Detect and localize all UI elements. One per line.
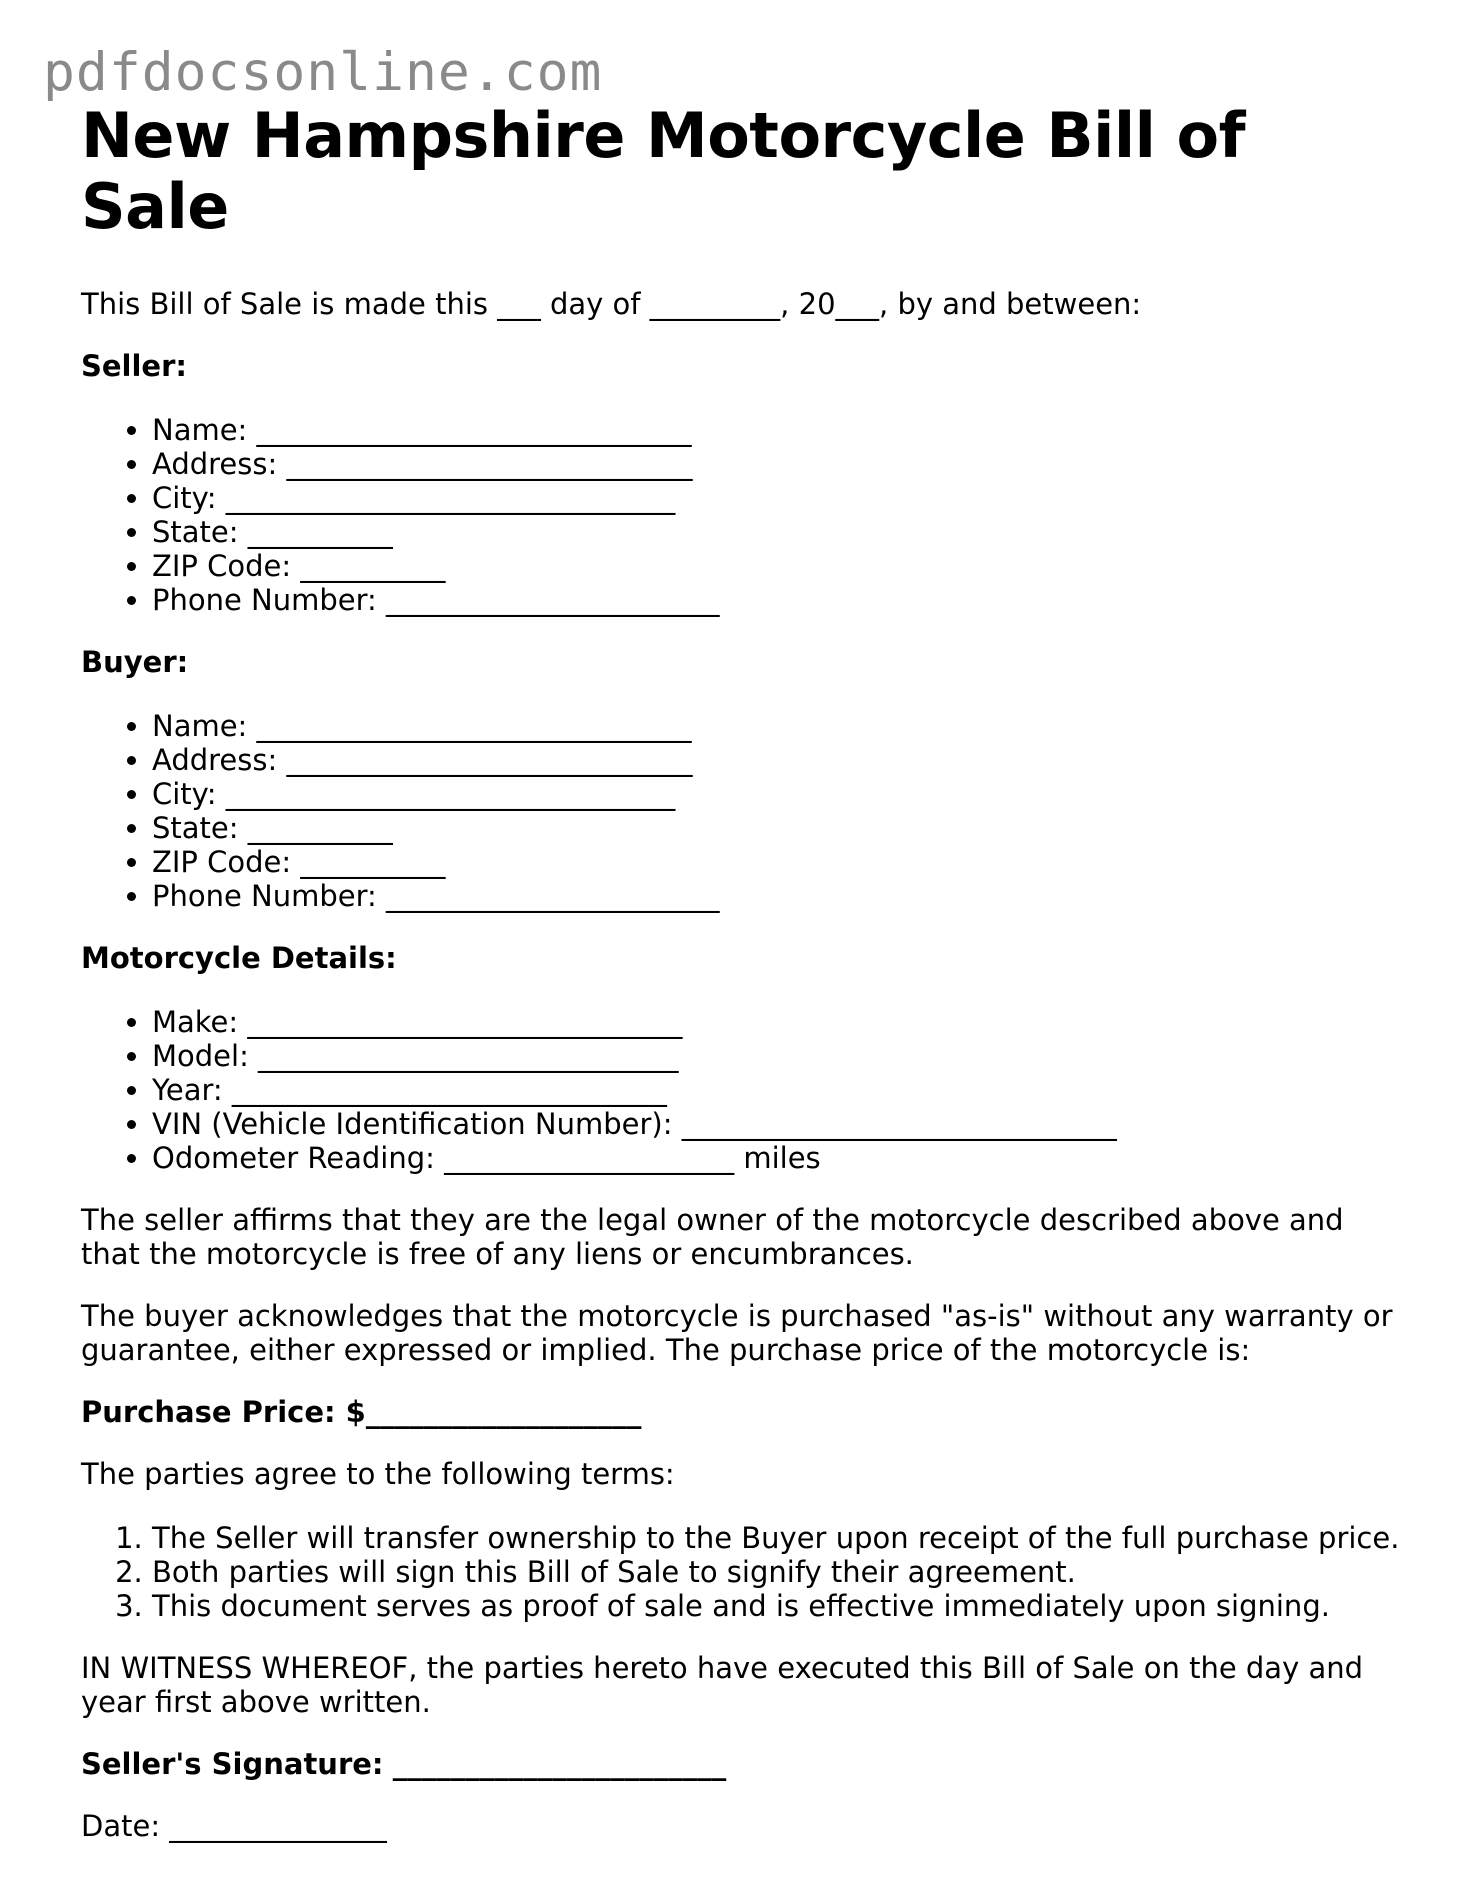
motorcycle-odometer-field[interactable]: • Odometer Reading: ____________________ miles [152, 1141, 1401, 1175]
witness-paragraph: IN WITNESS WHEREOF, the parties hereto have executed this Bill of Sale on the day and year first above written. [81, 1650, 1364, 1719]
affirmation-paragraph: The seller affirms that they are the legal owner of the motorcycle described above and that the motorcycle is free of any liens or encumbrances. [81, 1202, 1344, 1271]
motorcycle-model-field[interactable]: • Model: _____________________________ [152, 1039, 1401, 1073]
buyer-phone-field[interactable]: • Phone Number: _______________________ [152, 879, 1401, 913]
buyer-address-field[interactable]: • Address: ____________________________ [152, 743, 1401, 777]
term-item: 2. Both parties will sign this Bill of Sale to signify their agreement. [152, 1555, 1401, 1589]
seller-signature-line[interactable]: _______________________ [392, 1746, 727, 1781]
terms-list [81, 1521, 1401, 1623]
motorcycle-year-field[interactable]: • Year: ______________________________ [152, 1073, 1401, 1107]
buyer-heading: Buyer: [81, 644, 189, 679]
seller-heading: Seller: [81, 348, 188, 383]
watermark: pdfdocsonline.com [43, 42, 603, 103]
seller-fields-list [81, 413, 1401, 617]
seller-signature-row[interactable] [81, 1747, 1401, 1781]
motorcycle-fields-list [81, 1005, 1401, 1175]
seller-phone-field[interactable]: • Phone Number: _______________________ [152, 583, 1401, 617]
buyer-zip-field[interactable]: • ZIP Code: __________ [152, 845, 1401, 879]
acknowledgement-paragraph: The buyer acknowledges that the motorcycle is purchased "as-is" without any warranty or guarantee, either expressed or implied. The purchase price of the motorcycle is: [81, 1298, 1393, 1367]
buyer-city-field[interactable]: • City: _______________________________ [152, 777, 1401, 811]
buyer-fields-list [81, 709, 1401, 913]
motorcycle-details-heading: Motorcycle Details: [81, 940, 397, 975]
purchase-price-field[interactable]: Purchase Price: $___________________ [81, 1394, 642, 1429]
terms-intro: The parties agree to the following terms: [81, 1456, 675, 1491]
seller-name-field[interactable]: • Name: ______________________________ [152, 413, 1401, 447]
buyer-state-field[interactable]: • State: __________ [152, 811, 1401, 845]
motorcycle-vin-field[interactable]: • VIN (Vehicle Identification Number): ______________________________ [152, 1107, 1401, 1141]
document-title: New Hampshire Motorcycle Bill of Sale [81, 99, 1246, 244]
date-field[interactable]: Date: _______________ [81, 1808, 387, 1843]
seller-signature-label: Seller's Signature: [81, 1746, 384, 1781]
seller-address-field[interactable]: • Address: ____________________________ [152, 447, 1401, 481]
seller-zip-field[interactable]: • ZIP Code: __________ [152, 549, 1401, 583]
motorcycle-make-field[interactable]: • Make: ______________________________ [152, 1005, 1401, 1039]
term-item: 1. The Seller will transfer ownership to the Buyer upon receipt of the full purchase price. [152, 1521, 1401, 1555]
document-page [81, 100, 1401, 1843]
buyer-name-field[interactable]: • Name: ______________________________ [152, 709, 1401, 743]
intro-paragraph: This Bill of Sale is made this ___ day of _________, 20___, by and between: [81, 286, 1142, 321]
seller-state-field[interactable]: • State: __________ [152, 515, 1401, 549]
seller-city-field[interactable]: • City: _______________________________ [152, 481, 1401, 515]
term-item: 3. This document serves as proof of sale and is effective immediately upon signing. [152, 1589, 1401, 1623]
